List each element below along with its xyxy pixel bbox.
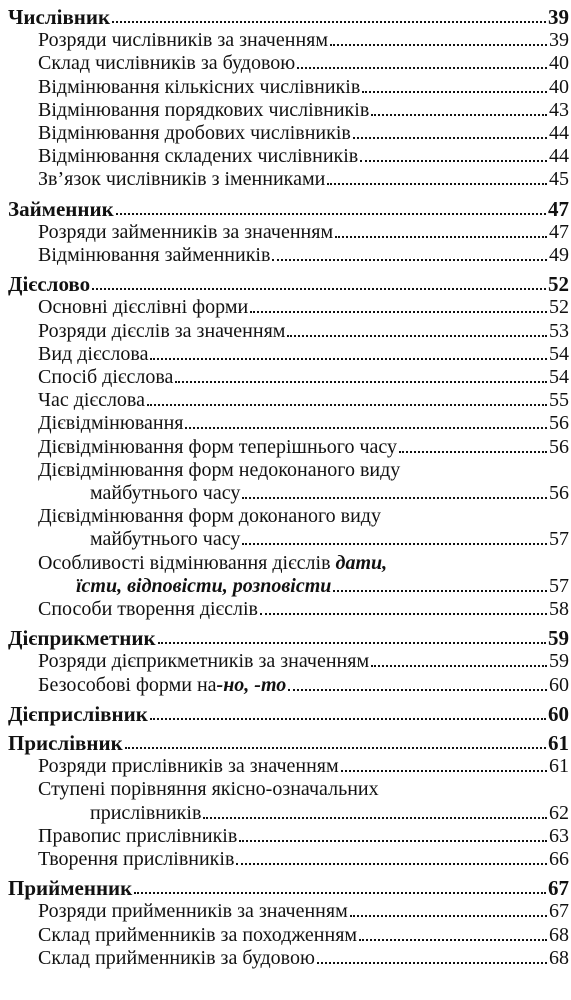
page-number: 66 xyxy=(549,848,569,870)
toc-entry[interactable] xyxy=(0,598,571,621)
toc-entry[interactable] xyxy=(0,848,571,871)
toc-entry-line xyxy=(38,825,569,847)
page-number: 44 xyxy=(549,122,569,144)
toc-entry-line xyxy=(38,755,569,777)
toc-entry-title: Безособові форми на xyxy=(38,673,217,696)
page-number: 67 xyxy=(549,900,569,923)
toc-entry[interactable] xyxy=(0,52,571,75)
page-number: 60 xyxy=(549,673,569,696)
page-number: 45 xyxy=(549,168,569,191)
toc-entry-line xyxy=(38,343,569,365)
section-title: Дієприслівник xyxy=(8,701,148,726)
toc-section-line xyxy=(8,273,569,295)
toc-entry-line xyxy=(38,412,569,434)
leader-dots xyxy=(92,288,546,290)
toc-entry[interactable] xyxy=(0,122,571,145)
leader-dots xyxy=(125,747,546,749)
toc-entry[interactable] xyxy=(0,947,571,970)
leader-dots xyxy=(116,213,546,215)
page-number: 56 xyxy=(549,435,569,458)
toc-entry[interactable] xyxy=(0,778,571,824)
toc-entry-line xyxy=(38,650,569,672)
leader-dots xyxy=(399,451,547,453)
toc-section-line xyxy=(8,198,569,220)
toc-entry[interactable] xyxy=(0,145,571,168)
leader-dots xyxy=(317,962,547,964)
toc-entry-line2 xyxy=(76,575,569,597)
page-number: 60 xyxy=(548,701,569,726)
toc-entry-title-line1: Дієвідмінювання форм доконаного виду xyxy=(38,505,381,528)
toc-entry[interactable] xyxy=(0,459,571,505)
page-number: 62 xyxy=(549,801,569,824)
toc-entry[interactable] xyxy=(0,29,571,52)
leader-dots xyxy=(333,590,547,592)
toc-entry-title: Основні дієслівні форми xyxy=(38,296,249,319)
leader-dots xyxy=(287,335,547,337)
leader-dots xyxy=(250,311,547,313)
toc-entry[interactable] xyxy=(0,244,571,267)
toc-section-line xyxy=(8,6,569,28)
page-number: 61 xyxy=(548,731,569,755)
toc-entry-title: Розряди прислівників за значенням xyxy=(38,755,339,778)
page-number: 54 xyxy=(549,366,569,388)
toc-entry-line xyxy=(38,900,569,922)
toc-entry-title: Відмінювання кількісних числівників xyxy=(38,75,361,98)
toc-entry-line xyxy=(38,145,569,167)
page-number: 55 xyxy=(549,389,569,412)
page-number: 59 xyxy=(548,626,569,651)
toc-section[interactable] xyxy=(0,627,571,650)
toc-entry-title: Склад прийменників за походженням xyxy=(38,923,358,946)
page-number: 47 xyxy=(549,220,569,243)
section-title: Дієприкметник xyxy=(8,626,156,651)
toc-entry-line xyxy=(38,99,569,121)
leader-dots xyxy=(150,358,547,360)
page-number: 40 xyxy=(549,52,569,75)
leader-dots xyxy=(147,404,547,406)
page-number: 57 xyxy=(549,528,569,551)
page-number: 54 xyxy=(549,342,569,365)
leader-dots xyxy=(297,67,547,69)
toc-entry-title-line2: прислівників xyxy=(90,801,202,824)
toc-entry-title: Час дієслова xyxy=(38,389,145,412)
toc-entry[interactable] xyxy=(0,436,571,459)
toc-entry-title-line1: Дієвідмінювання форм недоконаного виду xyxy=(38,458,401,481)
toc-entry-title: Відмінювання займенників xyxy=(38,244,271,266)
toc-entry[interactable] xyxy=(0,76,571,99)
toc-entry-title: Вид дієслова xyxy=(38,342,149,365)
toc-entry-emphasis: дати, xyxy=(335,551,388,574)
toc-section[interactable] xyxy=(0,732,571,755)
toc-entry[interactable] xyxy=(0,366,571,389)
page-number: 44 xyxy=(549,145,569,168)
toc-entry-emphasis: їсти, відповісти, розповісти xyxy=(76,574,332,597)
toc-entry[interactable] xyxy=(0,320,571,343)
toc-entry-title: Розряди числівників за значенням xyxy=(38,29,328,52)
toc-entry-title-line2: майбутнього часу xyxy=(90,528,241,551)
page-number: 57 xyxy=(549,574,569,597)
toc-section[interactable] xyxy=(0,6,571,29)
toc-entry-title: Дієвідмінювання форм теперішнього часу xyxy=(38,435,398,458)
toc-entry-title-line1: Ступені порівняння якісно-означальних xyxy=(38,778,379,801)
toc-entry[interactable] xyxy=(0,825,571,848)
leader-dots xyxy=(353,137,547,139)
toc-entry-title: Творення прислівників xyxy=(38,848,235,870)
toc-entry-title: Розряди прийменників за значенням xyxy=(38,900,348,923)
toc-entry-line xyxy=(38,52,569,74)
leader-dots xyxy=(371,665,547,667)
toc-entry[interactable] xyxy=(0,552,571,598)
page-number: 59 xyxy=(549,650,569,673)
toc-entry-line xyxy=(38,29,569,51)
leader-dots xyxy=(158,642,546,644)
leader-dots xyxy=(330,44,547,46)
toc-entry-title: Склад числівників за будовою xyxy=(38,52,296,75)
toc-section-line xyxy=(8,877,569,899)
leader-dots xyxy=(350,915,547,917)
toc-entry[interactable] xyxy=(0,343,571,366)
section-title: Дієслово xyxy=(8,272,91,297)
toc-entry-title xyxy=(38,778,379,800)
toc-entry-line xyxy=(38,436,569,458)
leader-dots xyxy=(371,114,547,116)
toc-entry-line xyxy=(38,296,569,318)
leader-dots xyxy=(360,160,547,162)
toc-entry-title: Розряди дієприкметників за значенням xyxy=(38,650,370,673)
toc-entry-line xyxy=(38,674,569,696)
toc-entry-line xyxy=(38,168,569,190)
toc-entry-title xyxy=(38,552,387,574)
toc-entry-title-line1: Особливості відмінювання дієслів xyxy=(38,551,331,574)
page-number: 56 xyxy=(549,412,569,435)
page-number: 39 xyxy=(549,29,569,52)
toc-entry-line xyxy=(38,221,569,243)
toc-section[interactable] xyxy=(0,703,571,726)
toc-entry-title: Дієвідмінювання xyxy=(38,412,184,435)
toc-entry[interactable] xyxy=(0,900,571,923)
toc-entry[interactable] xyxy=(0,412,571,435)
toc-entry-title: Спосіб дієслова xyxy=(38,366,174,388)
page-number: 53 xyxy=(549,319,569,342)
toc-entry-line xyxy=(38,122,569,144)
page-number: 67 xyxy=(548,876,569,901)
toc-entry[interactable] xyxy=(0,389,571,412)
leader-dots xyxy=(242,543,547,545)
leader-dots xyxy=(175,381,547,383)
toc-section[interactable] xyxy=(0,877,571,900)
toc-section[interactable] xyxy=(0,273,571,296)
toc-section-line xyxy=(8,627,569,649)
toc-entry[interactable] xyxy=(0,296,571,319)
leader-dots xyxy=(203,817,547,819)
leader-dots xyxy=(260,613,547,615)
toc-entry-line xyxy=(38,598,569,620)
toc-entry-line xyxy=(38,244,569,266)
toc-entry[interactable] xyxy=(0,674,571,697)
toc-section-line xyxy=(8,732,569,754)
leader-dots xyxy=(288,689,547,691)
page-number: 40 xyxy=(549,75,569,98)
page-number: 47 xyxy=(548,196,569,221)
toc-entry[interactable] xyxy=(0,650,571,673)
toc-entry[interactable] xyxy=(0,755,571,778)
toc-entry-line xyxy=(38,320,569,342)
page-number: 58 xyxy=(549,598,569,620)
page-number: 61 xyxy=(549,755,569,778)
leader-dots xyxy=(185,427,547,429)
toc-entry-title: Способи творення дієслів xyxy=(38,598,258,620)
toc-entry-title: Відмінювання складених числівників xyxy=(38,145,359,168)
leader-dots xyxy=(335,236,547,238)
toc-entry-line xyxy=(38,389,569,411)
toc-entry-line2 xyxy=(90,802,569,824)
section-title: Прийменник xyxy=(8,876,133,901)
page-number: 68 xyxy=(549,923,569,946)
toc-entry-title: Склад прийменників за будовою xyxy=(38,946,315,969)
toc-entry-emphasis: -но, -то xyxy=(216,673,287,696)
section-title: Прислівник xyxy=(8,731,123,755)
page-number: 49 xyxy=(549,244,569,266)
section-title: Числівник xyxy=(8,5,111,29)
page-number: 52 xyxy=(548,272,569,297)
page-number: 56 xyxy=(549,481,569,504)
toc-entry-line2 xyxy=(90,528,569,550)
leader-dots xyxy=(150,718,546,720)
toc-entry-title xyxy=(38,505,381,527)
leader-dots xyxy=(239,840,547,842)
leader-dots xyxy=(112,21,546,23)
toc-entry[interactable] xyxy=(0,924,571,947)
toc-section-line xyxy=(8,703,569,725)
leader-dots xyxy=(134,892,546,894)
toc-entry-line2 xyxy=(90,482,569,504)
toc-entry[interactable] xyxy=(0,505,571,551)
toc-entry[interactable] xyxy=(0,99,571,122)
leader-dots xyxy=(236,863,547,865)
toc-entry-title-line2: майбутнього часу xyxy=(90,481,241,504)
leader-dots xyxy=(327,183,547,185)
toc-entry-title: Розряди дієслів за значенням xyxy=(38,319,286,342)
page-number: 68 xyxy=(549,946,569,969)
toc-entry-line xyxy=(38,366,569,388)
toc-entry[interactable] xyxy=(0,168,571,191)
toc-entry-title: Відмінювання порядкових числівників xyxy=(38,98,370,121)
toc-entry-line xyxy=(38,947,569,969)
toc-entry-line xyxy=(38,76,569,98)
page-number: 52 xyxy=(549,296,569,319)
toc-section[interactable] xyxy=(0,198,571,221)
leader-dots xyxy=(362,91,547,93)
leader-dots xyxy=(341,770,547,772)
page-number: 63 xyxy=(549,824,569,847)
leader-dots xyxy=(272,259,547,261)
toc-entry[interactable] xyxy=(0,221,571,244)
toc-entry-line xyxy=(38,848,569,870)
toc-entry-title: Розряди займенників за значенням xyxy=(38,220,334,243)
leader-dots xyxy=(242,497,547,499)
page-number: 43 xyxy=(549,98,569,121)
toc-entry-title: Відмінювання дробових числівників xyxy=(38,122,351,144)
page-number: 39 xyxy=(548,5,569,29)
toc-entry-title xyxy=(38,459,400,481)
leader-dots xyxy=(359,939,547,941)
toc-entry-title: Зв’язок числівників з іменниками xyxy=(38,168,326,191)
toc-entry-title: Правопис прислівників xyxy=(38,824,238,847)
toc-entry-line xyxy=(38,924,569,946)
section-title: Займенник xyxy=(8,196,114,221)
